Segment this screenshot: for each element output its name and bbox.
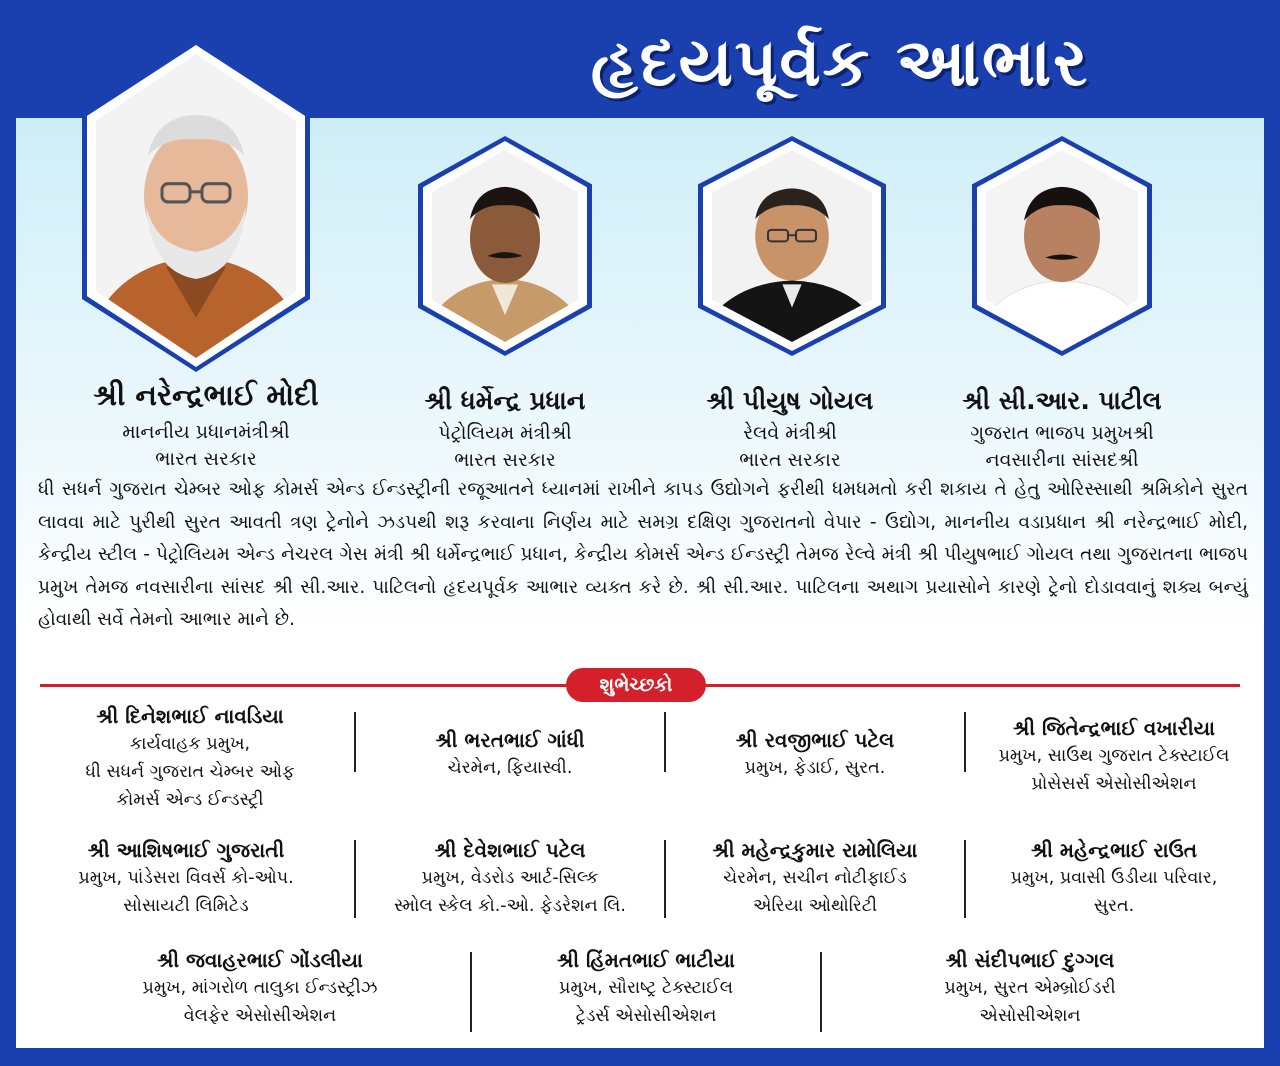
wellwisher-card	[966, 838, 1262, 920]
wellwisher-role: સ્મોલ સ્કેલ કો.-ઓ. ફેડરેશન લિ.	[394, 896, 626, 916]
wellwisher-role: પ્રમુખ, વેડરોડ આર્ટ-સિલ્ક	[421, 868, 599, 888]
leader-4-name: શ્રી સી.આર. પાટીલ	[962, 386, 1162, 415]
leader-3-name: શ્રી પીયુષ ગોયલ	[706, 386, 874, 415]
wellwisher-card	[360, 728, 660, 782]
leader-1-org: ભારત સરકાર	[155, 448, 257, 470]
leader-3-caption	[680, 386, 900, 474]
wellwisher-name: શ્રી મહેન્દ્રભાઈ રાઉત	[1030, 838, 1198, 862]
wellwisher-name: શ્રી દિનેશભાઈ નાવડિયા	[96, 704, 284, 728]
wellwisher-card	[668, 838, 962, 920]
column-divider	[354, 840, 356, 918]
divider-line-right	[704, 684, 1240, 687]
wellwisher-role: સોસાયટી લિમિટેડ	[123, 896, 249, 916]
wellwisher-card	[966, 716, 1262, 798]
wellwisher-name: શ્રી મહેન્દ્રકુમાર રામોલિયા	[712, 838, 918, 862]
wellwisher-role: ટ્રેડર્સ એસોસીએશન	[575, 1006, 717, 1026]
wellwisher-role: પ્રમુખ, સાઉથ ગુજરાત ટેક્સ્ટાઈલ	[998, 746, 1230, 766]
leader-2-name: શ્રી ધર્મેન્દ્ર પ્રધાન	[424, 386, 586, 415]
wellwisher-name: શ્રી ભરતભાઈ ગાંધી	[435, 728, 585, 752]
leader-1-role: માનનીય પ્રધાનમંત્રીશ્રી	[122, 421, 290, 443]
wellwisher-card	[478, 948, 814, 1030]
leader-2-caption	[380, 386, 630, 474]
leader-2-org: ભારત સરકાર	[454, 449, 556, 471]
wellwisher-role: એસોસીએશન	[979, 1006, 1081, 1026]
wellwisher-card	[30, 704, 350, 814]
wellwisher-name: શ્રી હિંમતભાઈ ભાટીયા	[557, 948, 735, 972]
wellwisher-card	[670, 728, 960, 782]
wellwisher-role: પ્રમુખ, માંગરોળ તાલુકા ઈન્ડસ્ટ્રીઝ	[142, 978, 378, 998]
wellwisher-name: શ્રી આશિષભાઈ ગુજરાતી	[87, 838, 285, 862]
wellwisher-role: પ્રમુખ, ફેડાઈ, સુરત.	[744, 758, 886, 778]
wellwisher-role: વેલફેર એસોસીએશન	[183, 1006, 337, 1026]
leader-2-role: પેટ્રોલિયમ મંત્રીશ્રી	[438, 422, 572, 444]
wellwisher-card	[26, 838, 346, 920]
leader-3-org: ભારત સરકાર	[739, 449, 841, 471]
column-divider	[820, 952, 822, 1032]
leader-1-caption	[56, 378, 356, 473]
thanks-paragraph: ધી સધર્ન ગુજરાત ચેમ્બર ઓફ કોમર્સ એન્ડ ઈન્ડસ્ટ્રીની રજૂઆતને ધ્યાનમાં રાખીને કાપડ ઉદ્યોગને ફરીથી ધમધમતો કરી શકાય તે હેતુ ઓરિસ્સાથી શ્રમિકોને સુરત લાવવા માટે પુરીથી સુરત આવતી ત્રણ ટ્રેનોને ઝડપથી શરૂ કરવાના નિર્ણય માટે સમગ્ર દક્ષિણ ગુજરાતનો વેપાર - ઉદ્યોગ, માનનીય વડાપ્રધાન શ્રી નરેન્દ્રભાઈ મોદી, કેન્દ્રીય સ્ટીલ - પેટ્રોલિયમ એન્ડ નેચરલ ગેસ મંત્રી શ્રી ધર્મેન્દ્રભાઈ પ્રધાન, કેન્દ્રીય કોમર્સ એન્ડ ઈન્ડસ્ટ્રી તેમજ રેલ્વે મંત્રી શ્રી પીયુષભાઈ ગોયલ તથા ગુજરાતના ભાજપ પ્રમુખ તેમજ નવસારીના સાંસદ શ્રી સી.આર. પાટિલનો હૃદયપૂર્વક આભાર વ્યક્ત કરે છે. શ્રી સી.આર. પાટિલના અથાગ પ્રયાસોને કારણે ટ્રેનો દોડાવવાનું શક્ય બન્યું હોવાથી સર્વે તેમનો આભાર માને છે.	[38, 479, 1248, 630]
wellwishers-badge: શુભેચ્છકો	[566, 668, 706, 702]
wellwisher-role: કાર્યવાહક પ્રમુખ,	[129, 734, 251, 754]
column-divider	[470, 952, 472, 1032]
wellwisher-role: પ્રમુખ, પાંડેસરા વિવર્સ કો-ઓપ.	[78, 868, 294, 888]
wellwisher-card	[358, 838, 662, 920]
headline-title: હૃદયપૂર્વક આભાર	[590, 24, 1090, 101]
column-divider	[664, 712, 666, 772]
wellwisher-name: શ્રી દેવેશભાઈ પટેલ	[434, 838, 586, 862]
divider-line-left	[40, 684, 568, 687]
wellwisher-role: ધી સધર્ન ગુજરાત ચેમ્બર ઓફ	[85, 762, 295, 782]
wellwisher-card	[830, 948, 1230, 1030]
leader-4-org: નવસારીના સાંસદશ્રી	[985, 449, 1139, 471]
leader-4-caption	[930, 386, 1194, 474]
wellwisher-role: પ્રમુખ, પ્રવાસી ઉડીયા પરિવાર,	[1010, 868, 1218, 888]
wellwisher-name: શ્રી સંદીપભાઈ દુગ્ગલ	[945, 948, 1115, 972]
column-divider	[354, 712, 356, 772]
wellwisher-card	[60, 948, 460, 1030]
wellwisher-role: સુરત.	[1093, 896, 1135, 916]
wellwisher-role: પ્રોસેસર્સ એસોસીએશન	[1031, 774, 1197, 794]
wellwisher-role: ચેરમેન, ફિયાસ્વી.	[447, 758, 573, 778]
wellwisher-role: પ્રમુખ, સૌરાષ્ટ્ર ટેક્સ્ટાઈલ	[558, 978, 733, 998]
column-divider	[664, 840, 666, 918]
wellwisher-role: પ્રમુખ, સુરત એમ્બ્રોઈડરી	[944, 978, 1116, 998]
leader-1-name: શ્રી નરેન્દ્રભાઈ મોદી	[93, 378, 319, 412]
wellwisher-name: શ્રી જિતેન્દ્રભાઈ વખારીયા	[1013, 716, 1215, 740]
leader-3-role: રેલવે મંત્રીશ્રી	[743, 422, 837, 444]
wellwisher-name: શ્રી રવજીભાઈ પટેલ	[735, 728, 895, 752]
wellwisher-role: એરિયા ઓથોરિટી	[753, 896, 877, 916]
wellwisher-name: શ્રી જવાહરભાઈ ગોંડલીયા	[157, 948, 363, 972]
leader-4-role: ગુજરાત ભાજપ પ્રમુખશ્રી	[970, 422, 1154, 444]
wellwisher-role: કોમર્સ એન્ડ ઈન્ડસ્ટ્રી	[116, 790, 264, 810]
wellwisher-role: ચેરમેન, સચીન નોટીફાઈડ	[723, 868, 907, 888]
